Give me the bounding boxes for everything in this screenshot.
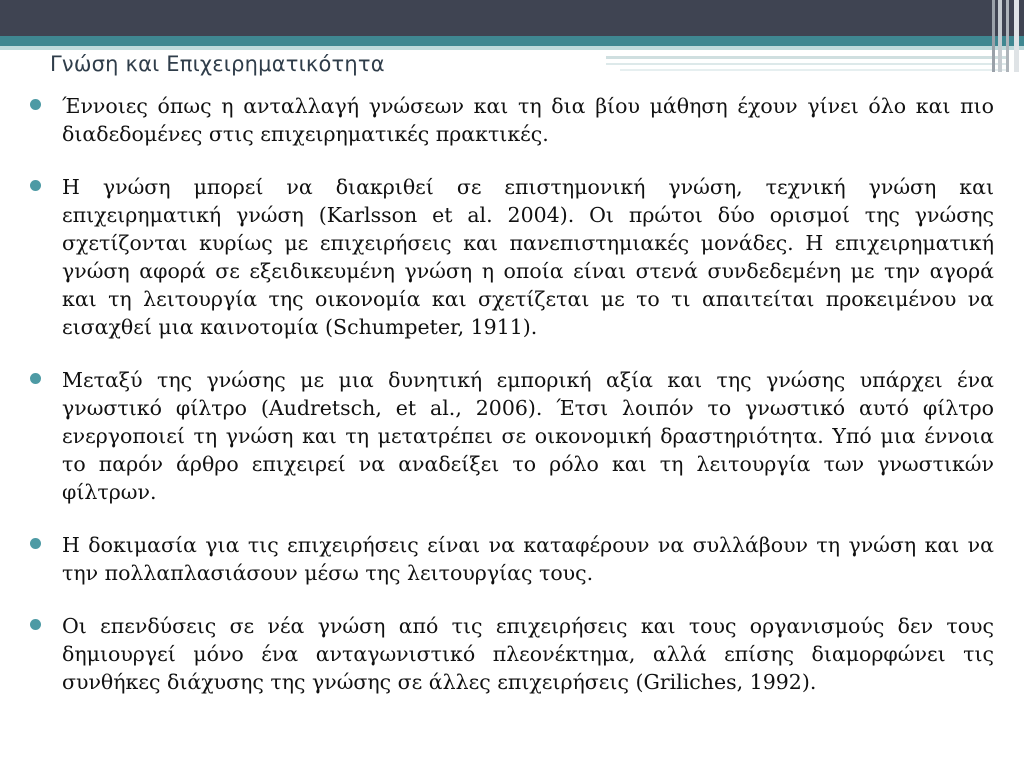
slide-title: Γνώση και Επιχειρηματικότητα	[50, 52, 385, 76]
bullet-text: Μεταξύ της γνώσης με μια δυνητική εμπορική αξία και της γνώσης υπάρχει ένα γνωστικό φίλτρο (Audretsch, et al., 2006). Έτσι λοιπόν το γνωστικό αυτό φίλτρο ενεργοποιεί τη γνώση και τη μετατρέπει σε οικονομική δραστηριότητα. Υπό μια έννοια το παρόν άρθρο επιχειρεί να αναδείξει το ρόλο και τη λειτουργία των γνωστικών φίλτρων.	[62, 368, 994, 504]
decorative-stripe	[606, 56, 1006, 59]
decorative-stripe	[606, 63, 1006, 65]
bullet-item	[28, 173, 994, 341]
decorative-stripe	[620, 69, 1006, 71]
bullet-dot-icon	[30, 180, 41, 191]
decorative-vertical-bar	[1006, 0, 1009, 72]
bullet-text: Η δοκιμασία για τις επιχειρήσεις είναι να καταφέρουν να συλλάβουν τη γνώση και να την πολλαπλασιάσουν μέσω της λειτουργίας τους.	[62, 533, 994, 585]
decorative-vertical-bar	[992, 0, 995, 72]
bullet-text: Οι επενδύσεις σε νέα γνώση από τις επιχειρήσεις και τους οργανισμούς δεν τους δημιουργεί μόνο ένα ανταγωνιστικό πλεονέκτημα, αλλά επίσης διαμορφώνει τις συνθήκες διάχυσης της γνώσης σε άλλες επιχειρήσεις (Griliches, 1992).	[62, 614, 994, 694]
decorative-vertical-bar	[1014, 0, 1019, 72]
bullet-dot-icon	[30, 538, 41, 549]
bullet-text: Έννοιες όπως η ανταλλαγή γνώσεων και τη δια βίου μάθηση έχουν γίνει όλο και πιο διαδεδομένες στις επιχειρηματικές πρακτικές.	[62, 94, 994, 146]
bullet-dot-icon	[30, 373, 41, 384]
bullet-item	[28, 531, 994, 587]
bullet-list	[28, 92, 994, 721]
bullet-item	[28, 612, 994, 696]
bullet-dot-icon	[30, 99, 41, 110]
bullet-dot-icon	[30, 619, 41, 630]
bullet-item	[28, 92, 994, 148]
header-band-teal	[0, 36, 1024, 46]
bullet-text: Η γνώση μπορεί να διακριθεί σε επιστημονική γνώση, τεχνική γνώση και επιχειρηματική γνώση (Karlsson et al. 2004). Οι πρώτοι δύο ορισμοί της γνώσης σχετίζονται κυρίως με επιχειρήσεις και πανεπιστημιακές μονάδες. Η επιχειρηματική γνώση αφορά σε εξειδικευμένη γνώση η οποία είναι στενά συνδεδεμένη με την αγορά και τη λειτουργία της οικονομία και σχετίζεται με το τι απαιτείται προκειμένου να εισαχθεί μια καινοτομία (Schumpeter, 1911).	[62, 175, 994, 339]
header-band-dark	[0, 0, 1024, 36]
bullet-item	[28, 366, 994, 506]
decorative-vertical-bar	[998, 0, 1002, 72]
